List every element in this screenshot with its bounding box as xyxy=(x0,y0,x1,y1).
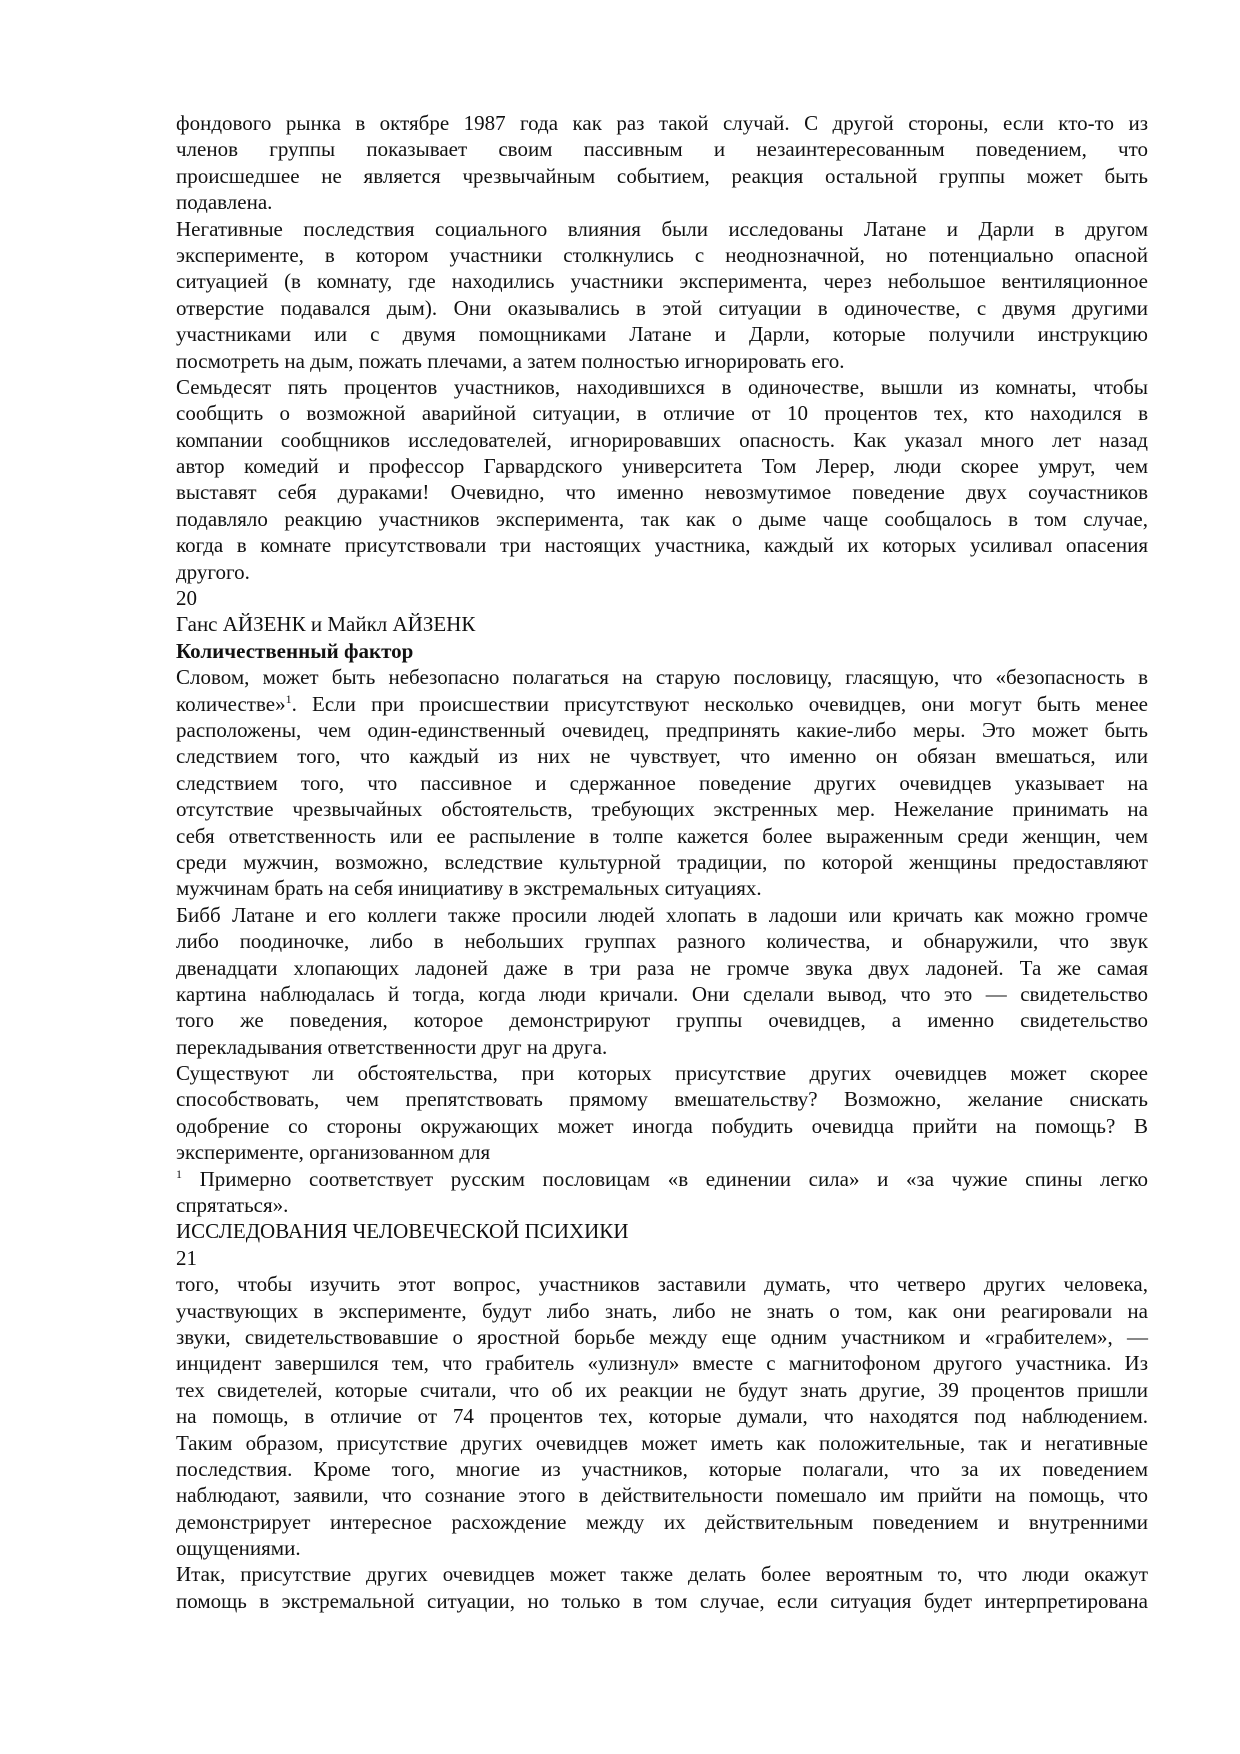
text-segment: Примерно соответствует русским пословицам «в единении сила» и «за чужие спины легко xyxy=(182,1166,1148,1191)
text-line: на помощь, в отличие от 74 процентов тех, которые думали, что находятся под наблюдением. xyxy=(176,1404,1148,1429)
page-number xyxy=(176,1245,1148,1271)
text-line: фондового рынка в октябре 1987 года как раз такой случай. С другой стороны, если кто-то из xyxy=(176,111,1148,135)
running-header xyxy=(176,611,1148,637)
text-segment: количестве» xyxy=(176,691,286,716)
text-line: сообщить о возможной аварийной ситуации, в отличие от 10 процентов тех, кто находился в xyxy=(176,401,1148,426)
text-line: ощущениями. xyxy=(176,1536,301,1561)
text-line: того же поведения, которое демонстрируют группы очевидцев, а именно свидетельство xyxy=(176,1008,1148,1033)
text-line xyxy=(176,691,1148,717)
document-page xyxy=(176,110,1148,1614)
text-line: мужчинам брать на себя инициативу в экстремальных ситуациях. xyxy=(176,876,762,901)
text-line: Словом, может быть небезопасно полагаться на старую пословицу, гласящую, что «безопасность в xyxy=(176,665,1148,690)
text-line: Семьдесят пять процентов участников, находившихся в одиночестве, вышли из комнаты, чтобы xyxy=(176,374,1148,399)
text-line: ситуацией (в комнату, где находились участники эксперимента, через небольшое вентиляционное xyxy=(176,269,1148,294)
page-number xyxy=(176,585,1148,611)
text-line: Негативные последствия социального влияния были исследованы Латане и Дарли в другом xyxy=(176,216,1148,241)
paragraph xyxy=(176,664,1148,902)
text-line: Количественный фактор xyxy=(176,638,414,663)
text-line: перекладывания ответственности друг на друга. xyxy=(176,1034,608,1059)
heading xyxy=(176,638,1148,664)
text-line: спрятаться». xyxy=(176,1193,289,1218)
text-line: следствием того, что пассивное и сдержанное поведение других очевидцев указывает на xyxy=(176,770,1148,795)
text-line: Существуют ли обстоятельства, при которых присутствие других очевидцев может скорее xyxy=(176,1061,1148,1086)
text-line: наблюдают, заявили, что сознание этого в действительности помешало им прийти на помощь, что xyxy=(176,1483,1148,1508)
paragraph xyxy=(176,1060,1148,1166)
text-line xyxy=(176,1166,1148,1192)
running-header xyxy=(176,1218,1148,1244)
paragraph xyxy=(176,216,1148,374)
footnote-marker: 1 xyxy=(285,691,292,706)
text-segment: . Если при происшествии присутствуют несколько очевидцев, они могут быть менее xyxy=(291,691,1148,716)
text-line: себя ответственность или ее распыление в толпе кажется более выраженным среди женщин, чем xyxy=(176,823,1148,848)
text-line: другого. xyxy=(176,559,250,584)
text-line: участвующих в эксперименте, будут либо знать, либо не знать о том, как они реагировали на xyxy=(176,1298,1148,1323)
text-line: картина наблюдалась й тогда, когда люди кричали. Они сделали вывод, что это — свидетельство xyxy=(176,981,1148,1006)
text-line: отверстие подавался дым). Они оказывались в этой ситуации в одиночестве, с двумя другими xyxy=(176,295,1148,320)
text-line: Бибб Латане и его коллеги также просили людей хлопать в ладоши или кричать как можно громче xyxy=(176,902,1148,927)
text-line: эксперименте, в котором участники столкнулись с неоднозначной, но потенциально опасной xyxy=(176,242,1148,267)
text-line: Ганс АЙЗЕНК и Майкл АЙЗЕНК xyxy=(176,612,476,637)
text-line: двенадцати хлопающих ладоней даже в три раза не громче звука двух ладоней. Та же самая xyxy=(176,955,1148,980)
footnote xyxy=(176,1166,1148,1219)
text-line: способствовать, чем препятствовать прямому вмешательству? Возможно, желание снискать xyxy=(176,1087,1148,1112)
text-line: посмотреть на дым, пожать плечами, а затем полностью игнорировать его. xyxy=(176,348,845,373)
paragraph xyxy=(176,110,1148,216)
text-line: того, чтобы изучить этот вопрос, участников заставили думать, что четверо других человека, xyxy=(176,1272,1148,1297)
paragraph xyxy=(176,1561,1148,1614)
text-line: компании сообщников исследователей, игнорировавших опасность. Как указал много лет назад xyxy=(176,427,1148,452)
text-line: 21 xyxy=(176,1245,197,1270)
text-line: расположены, чем один-единственный очевидец, предпринять какие-либо меры. Это может быть xyxy=(176,717,1148,742)
text-line: следствием того, что каждый из них не чувствует, что именно он обязан вмешаться, или xyxy=(176,744,1148,769)
text-line: Таким образом, присутствие других очевидцев может иметь как положительные, так и негативные xyxy=(176,1430,1148,1455)
text-line: подавлена. xyxy=(176,190,273,215)
text-line: либо поодиночке, либо в небольших группах разного количества, и обнаружили, что звук xyxy=(176,929,1148,954)
text-line: среди мужчин, возможно, вследствие культурной традиции, по которой женщины предоставляют xyxy=(176,849,1148,874)
footnote-marker: 1 xyxy=(176,1166,182,1181)
paragraph xyxy=(176,1271,1148,1561)
text-line: отсутствие чрезвычайных обстоятельств, требующих экстренных мер. Нежелание принимать на xyxy=(176,797,1148,822)
text-line: когда в комнате присутствовали три настоящих участника, каждый их которых усиливал опасения xyxy=(176,533,1148,558)
text-line: одобрение со стороны окружающих может иногда побудить очевидца прийти на помощь? В xyxy=(176,1113,1148,1138)
text-line: 20 xyxy=(176,586,197,611)
text-line: демонстрирует интересное расхождение между их действительным поведением и внутренними xyxy=(176,1509,1148,1534)
text-line: ИССЛЕДОВАНИЯ ЧЕЛОВЕЧЕСКОЙ ПСИХИКИ xyxy=(176,1219,629,1244)
paragraph xyxy=(176,374,1148,585)
text-line: Итак, присутствие других очевидцев может также делать более вероятным то, что люди окажут xyxy=(176,1562,1148,1587)
text-line: подавляло реакцию участников эксперимента, так как о дыме чаще сообщалось в том случае, xyxy=(176,506,1148,531)
text-line: помощь в экстремальной ситуации, но только в том случае, если ситуация будет интерпретирована xyxy=(176,1588,1148,1613)
text-line: инцидент завершился тем, что грабитель «улизнул» вместе с магнитофоном другого участника. Из xyxy=(176,1351,1148,1376)
text-line: звуки, свидетельствовавшие о яростной борьбе между еще одним участником и «грабителем», — xyxy=(176,1324,1148,1349)
text-line: выставят себя дураками! Очевидно, что именно невозмутимое поведение двух соучастников xyxy=(176,480,1148,505)
text-line: автор комедий и профессор Гарвардского университета Том Лерер, люди скорее умрут, чем xyxy=(176,454,1148,479)
paragraph xyxy=(176,902,1148,1060)
text-line: членов группы показывает своим пассивным и незаинтересованным поведением, что xyxy=(176,137,1148,162)
text-line: эксперименте, организованном для xyxy=(176,1140,491,1165)
text-line: последствия. Кроме того, многие из участников, которые полагали, что за их поведением xyxy=(176,1456,1148,1481)
text-line: тех свидетелей, которые считали, что об их реакции не будут знать другие, 39 процентов пришли xyxy=(176,1377,1148,1402)
text-line: участниками или с двумя помощниками Латане и Дарли, которые получили инструкцию xyxy=(176,322,1148,347)
text-line: происшедшее не является чрезвычайным событием, реакция остальной группы может быть xyxy=(176,163,1148,188)
